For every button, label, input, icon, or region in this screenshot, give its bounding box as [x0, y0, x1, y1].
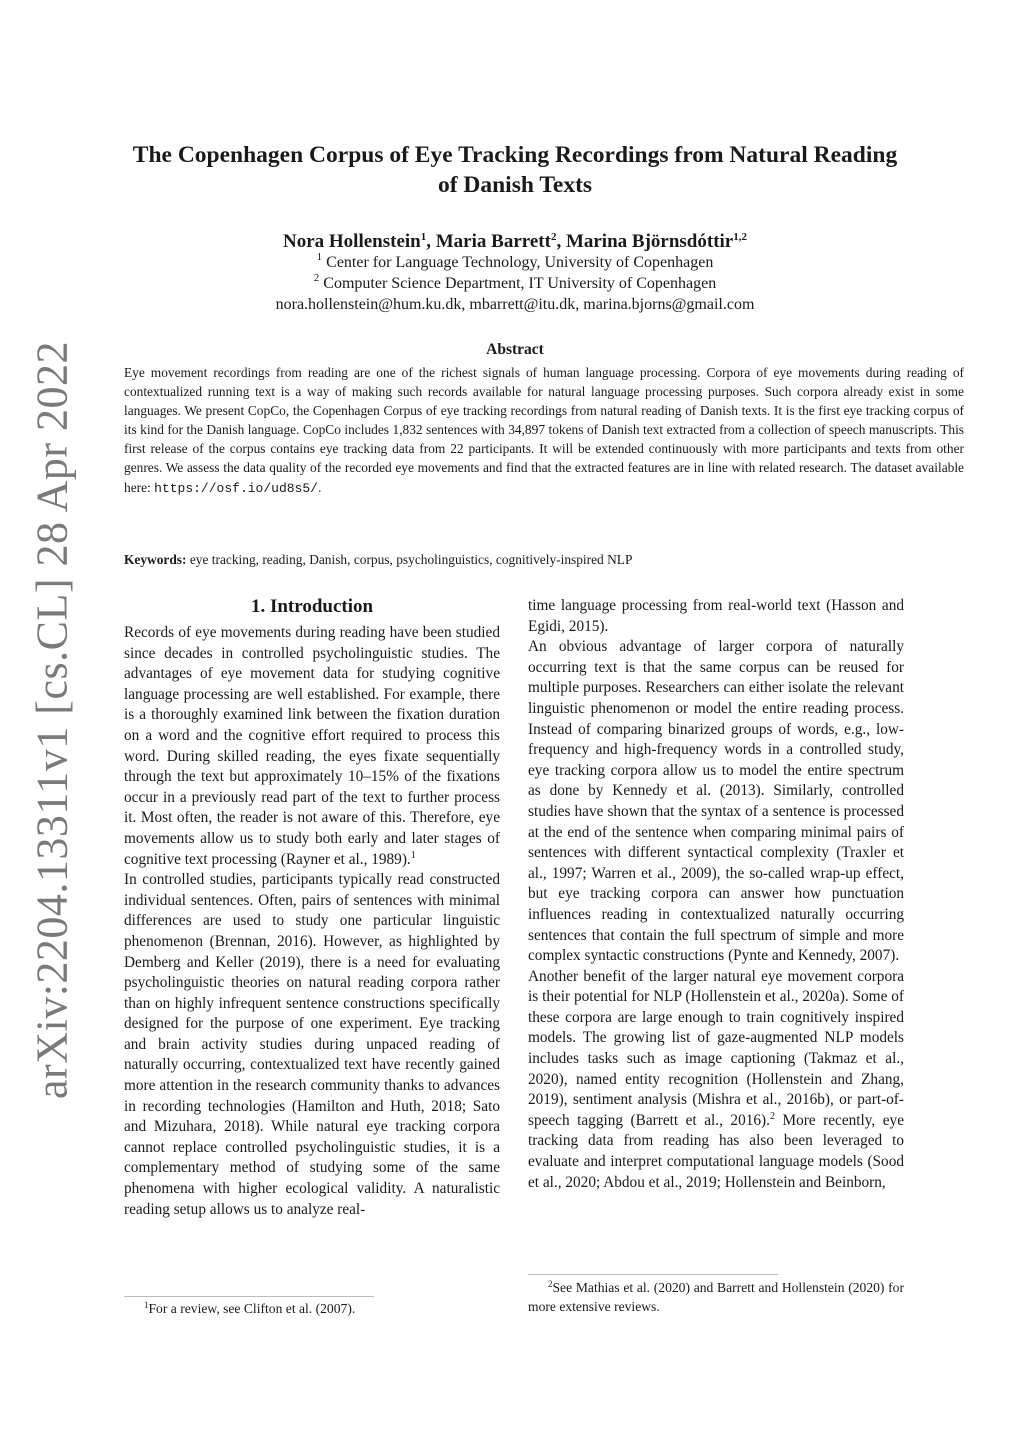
- author-emails: nora.hollenstein@hum.ku.dk, mbarrett@itu.dk, marina.bjorns@gmail.com: [275, 296, 755, 313]
- author-affiliation-mark: 1: [420, 231, 427, 243]
- paragraph: time language processing from real-world text (Hasson and Egidi, 2015).: [528, 597, 904, 635]
- arxiv-stamp: arXiv:2204.13311v1 [cs.CL] 28 Apr 2022: [27, 341, 77, 1099]
- affiliation-text: Center for Language Technology, University of Copenhagen: [326, 254, 714, 271]
- footnote-2: [528, 1278, 904, 1316]
- affiliation-1: [130, 253, 900, 273]
- paragraph: [124, 623, 500, 870]
- section-heading: 1. Introduction: [250, 596, 374, 617]
- footnote-text: For a review, see Clifton et al. (2007).: [148, 1301, 356, 1316]
- footnote-mark: 1: [410, 849, 416, 861]
- affiliation-mark: 1: [316, 251, 323, 263]
- footnote-text: See Mathias et al. (2020) and Barrett and Hollenstein (2020) for more extensive reviews.: [528, 1280, 904, 1314]
- abstract-period: .: [317, 479, 322, 495]
- abstract-body: [124, 363, 964, 498]
- author-affiliation-mark: 2: [550, 231, 557, 243]
- affiliation-text: Computer Science Department, IT University of Copenhagen: [323, 275, 717, 292]
- paragraph: [528, 967, 904, 1194]
- author-name: Nora Hollenstein: [283, 231, 421, 252]
- footnote-mark: 2: [769, 1110, 775, 1122]
- affiliation-2: [130, 274, 900, 294]
- paragraph-text: More recently, eye tracking data from reading has also been leveraged to evaluate and interpret computational language models (Sood et al., 2020; Abdou et al., 2019; Hollenstein and Beinborn,: [528, 1111, 904, 1191]
- author-list: Nora Hollenstein$^1$, Maria Barrett$^2$, Marina Björnsdóttir$^{1,2}$: [283, 231, 747, 252]
- right-column: [528, 596, 904, 1193]
- footnote-1: [124, 1299, 500, 1318]
- left-column: [124, 596, 500, 1220]
- paper-title: The Copenhagen Corpus of Eye Tracking Recordings from Natural Reading of Danish Texts: [132, 142, 898, 198]
- affiliation-mark: 2: [313, 272, 320, 284]
- paragraph-text: Records of eye movements during reading have been studied since decades in controlled psycholinguistic studies. The advantages of eye movement data for studying cognitive language processing are well established. For example, there is a thoroughly examined link between the fixation duration on a word and the cognitive effort required to process this word. During skilled reading, the eyes fixate sequentially through the text but approximately 10–15% of the fixations occur in a previously read part of the text to further process it. Most often, the reader is not aware of this. Therefore, eye movements allow us to study both early and later stages of cognitive text processing (Rayner et al., 1989).: [124, 624, 500, 868]
- dataset-link[interactable]: https://osf.io/ud8s5/: [154, 480, 318, 496]
- abstract-text: Eye movement recordings from reading are one of the richest signals of human language processing. Corpora of eye movements during reading of contextualized running text is a way of making such records available for natural language processing purposes. Such corpora already exist in some languages. We present CopCo, the Copenhagen Corpus of eye tracking recordings from natural reading of Danish texts. It is the first eye tracking corpus of its kind for the Danish language. CopCo includes 1,832 sentences with 34,897 tokens of Danish text extracted from a collection of speech manuscripts. This first release of the corpus contains eye tracking data from 22 participants. It will be extended continuously with more participants and texts from other genres. We assess the data quality of the recorded eye movements and find that the extracted features are in line with related research. The dataset available here:: [124, 365, 964, 495]
- footnote-mark: 1: [144, 1300, 149, 1310]
- footnote-mark: 2: [548, 1279, 553, 1289]
- keywords: [124, 552, 964, 568]
- paragraph: In controlled studies, participants typically read constructed individual sentences. Often, pairs of sentences with minimal differences are used to study one particular linguistic phenomenon (Brennan, 2016). However, as highlighted by Demberg and Keller (2019), there is a need for evaluating psycholinguistic theories on natural reading corpora rather than on highly infrequent sentence constructions specifically designed for the purpose of one experiment. Eye tracking and brain activity studies during unpaced reading of naturally occurring, contextualized text have recently gained more attention in the research community thanks to advances in recording technologies (Hamilton and Huth, 2018; Sato and Mizuhara, 2018). While natural eye tracking corpora cannot replace controlled psycholinguistic studies, it is a complementary method of studying some of the same phenomena with higher ecological validity. A naturalistic reading setup allows us to analyze real-: [124, 871, 500, 1218]
- author-name: Marina Björnsdóttir: [565, 231, 734, 252]
- author-affiliation-mark: 1,2: [733, 231, 747, 243]
- abstract-heading: Abstract: [486, 341, 544, 358]
- paragraph-text: Another benefit of the larger natural eye movement corpora is their potential for NLP (Hollenstein et al., 2020a). Some of these corpora are large enough to train cognitively inspired models. The growing list of gaze-augmented NLP models includes tasks such as image captioning (Takmaz et al., 2020), named entity recognition (Hollenstein and Zhang, 2019), sentiment analysis (Mishra et al., 2016b), or part-of-speech tagging (Barrett et al., 2016).: [528, 967, 904, 1129]
- keywords-label: Keywords:: [124, 552, 187, 567]
- footnote-divider: [124, 1296, 374, 1297]
- author-name: Maria Barrett: [435, 231, 551, 252]
- footnote-divider: [528, 1274, 778, 1275]
- paragraph: An obvious advantage of larger corpora of naturally occurring text is that the same corpus can be reused for multiple purposes. Researchers can either isolate the relevant linguistic phenomenon or model the entire reading process. Instead of comparing binarized groups of words, e.g., low-frequency and high-frequency words in a controlled study, eye tracking corpora allow us to model the entire spectrum as done by Kennedy et al. (2013). Similarly, controlled studies have shown that the syntax of a sentence is processed at the end of the sentence when comparing minimal pairs of sentences with different syntactical complexity (Traxler et al., 1997; Warren et al., 2009), the so-called wrap-up effect, but eye tracking corpora can answer how punctuation influences reading in contextualized naturally occurring sentences that contain the full spectrum of simple and more complex syntactic constructions (Pynte and Kennedy, 2007).: [528, 638, 904, 965]
- keywords-text: eye tracking, reading, Danish, corpus, psycholinguistics, cognitively-inspired NLP: [189, 552, 633, 567]
